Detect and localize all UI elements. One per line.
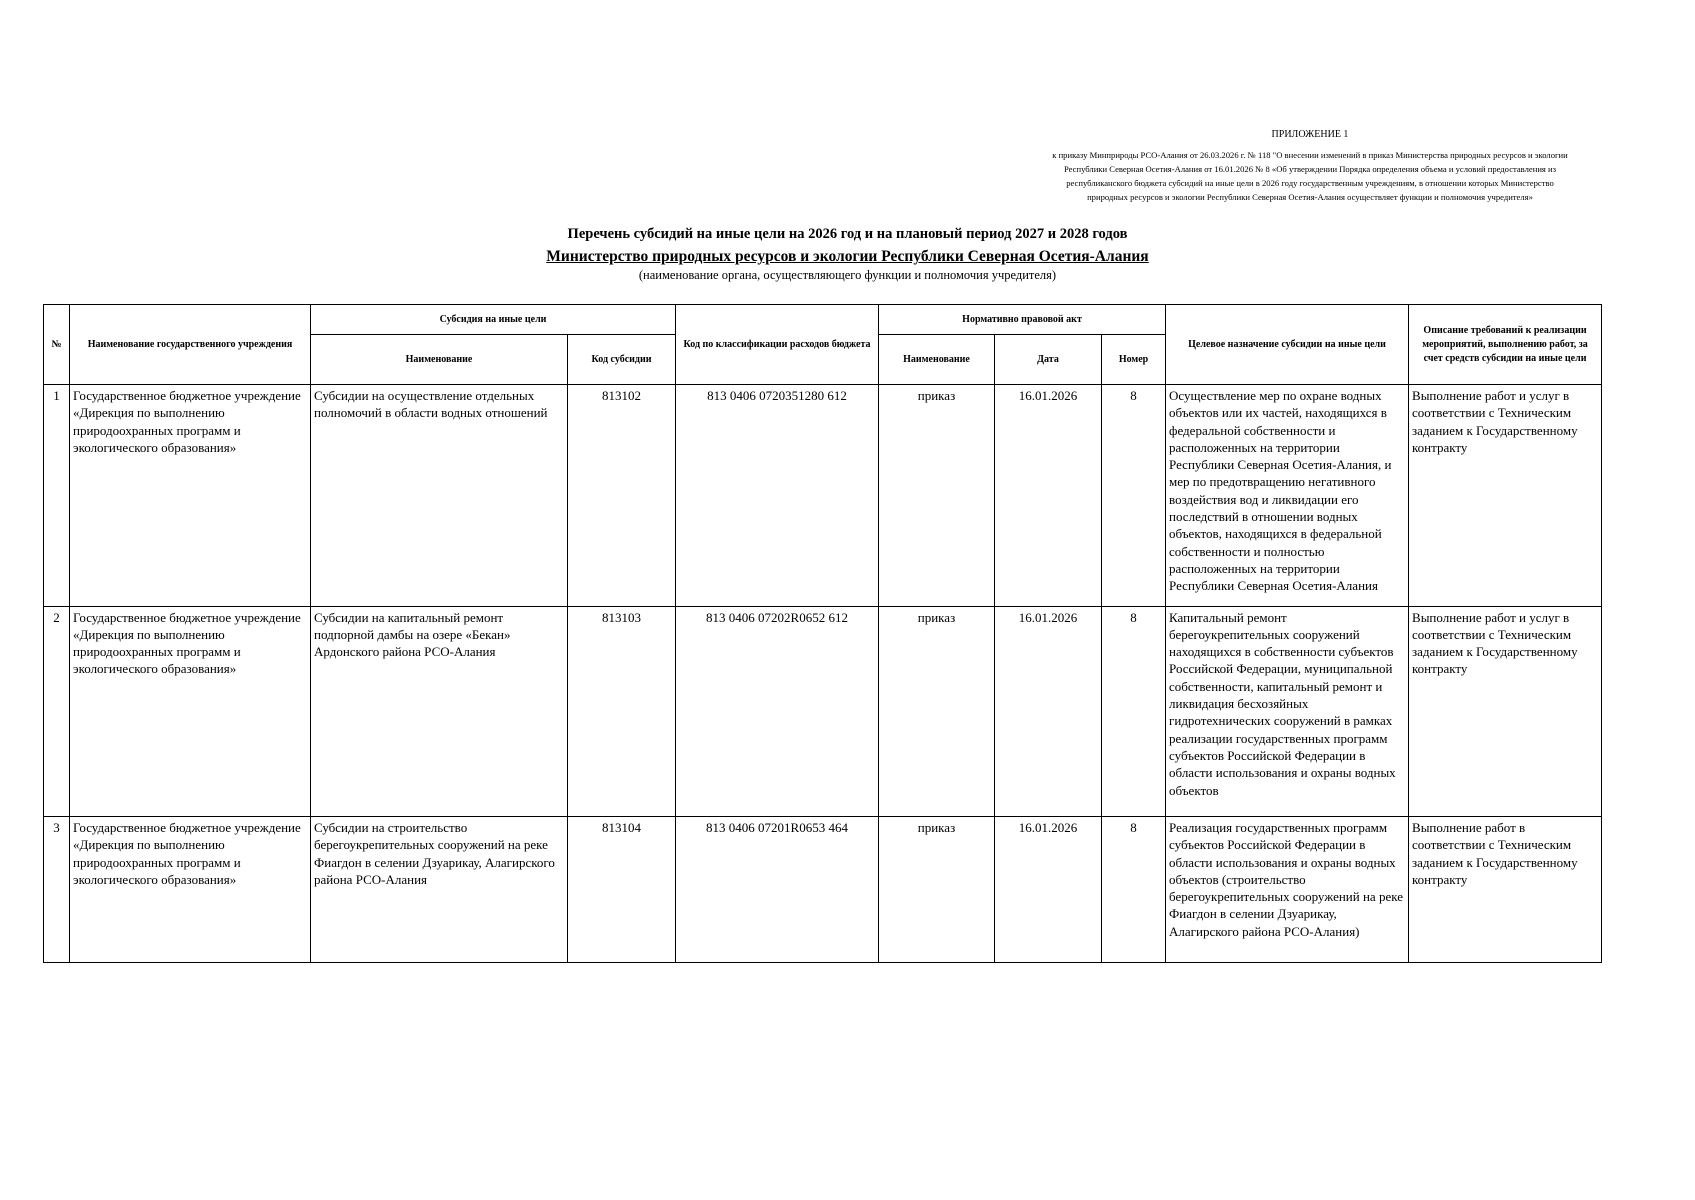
row-subsidy-code: 813102 — [568, 385, 676, 607]
header-act-number: Номер — [1102, 335, 1166, 385]
row-requirements: Выполнение работ и услуг в соответствии с Техническим заданием к Государственному контракту — [1409, 606, 1602, 816]
ministry-caption: (наименование органа, осуществляющего функции и полномочия учредителя) — [638, 268, 1057, 282]
table-row — [44, 816, 1602, 962]
row-subsidy-code: 813103 — [568, 606, 676, 816]
row-act-name: приказ — [879, 816, 995, 962]
row-purpose-cell — [1166, 385, 1409, 607]
row-institution: Государственное бюджетное учреждение «Дирекция по выполнению природоохранных программ и экологического образования» — [70, 606, 311, 816]
header-num: № — [44, 305, 70, 385]
appendix-line-3: республиканского бюджета субсидий на иные цели в 2026 году государственным учреждениям, в отношении которых Министерство — [1066, 178, 1554, 188]
header-requirements: Описание требований к реализации мероприятий, выполнению работ, за счет средств субсидии на иные цели — [1409, 305, 1602, 385]
row-purpose: Капитальный ремонт берегоукрепительных сооружений находящихся в собственности субъектов Российской Федерации, муниципальной собственности, капитальный ремонт и ликвидация бесхозяйных гидротехнических сооружений в рамках реализации государственных программ субъектов Российской Федерации в области использования и охраны водных объектов — [1166, 606, 1409, 816]
header-subsidy-group: Субсидия на иные цели — [311, 305, 676, 335]
header-act-name: Наименование — [879, 335, 995, 385]
row-subsidy-code: 813104 — [568, 816, 676, 962]
row-subsidy-name: Субсидии на капитальный ремонт подпорной дамбы на озере «Бекан» Ардонского района РСО-Алания — [311, 606, 568, 816]
row-subsidy-name: Субсидии на осуществление отдельных полномочий в области водных отношений — [311, 385, 568, 607]
header-act-date: Дата — [995, 335, 1102, 385]
table-row — [44, 606, 1602, 816]
row-act-name: приказ — [879, 385, 995, 607]
row-subsidy-name: Субсидии на строительство берегоукрепительных сооружений на реке Фиагдон в селении Дзуарикау, Алагирского района РСО-Алания — [311, 816, 568, 962]
header-subsidy-code: Код субсидии — [568, 335, 676, 385]
subsidies-table — [43, 304, 1602, 963]
row-budget-code: 813 0406 0720351280 612 — [676, 385, 879, 607]
row-act-name: приказ — [879, 606, 995, 816]
row-act-date: 16.01.2026 — [995, 606, 1102, 816]
row-act-number: 8 — [1102, 606, 1166, 816]
appendix-block — [960, 128, 1660, 204]
header-purpose: Целевое назначение субсидии на иные цели — [1166, 305, 1409, 385]
header-subsidy-name: Наименование — [311, 335, 568, 385]
row-num: 3 — [44, 816, 70, 962]
row-requirements: Выполнение работ в соответствии с Техническим заданием к Государственному контракту — [1409, 816, 1602, 962]
appendix-label: ПРИЛОЖЕНИЕ 1 — [1271, 129, 1349, 140]
row-act-number: 8 — [1102, 385, 1166, 607]
row-budget-code: 813 0406 07202R0652 612 — [676, 606, 879, 816]
appendix-line-4: природных ресурсов и экологии Республики Северная Осетия-Алания осуществляет функции и полномочия учредителя» — [1087, 192, 1533, 202]
header-institution: Наименование государственного учреждения — [70, 305, 311, 385]
table-row — [44, 385, 1602, 607]
header-budget-code: Код по классификации расходов бюджета — [676, 305, 879, 385]
appendix-line-1: к приказу Минприроды РСО-Алания от 26.03.2026 г. № 118 "О внесении изменений в приказ Министерства природных ресурсов и экологии — [1052, 150, 1568, 160]
row-budget-code: 813 0406 07201R0653 464 — [676, 816, 879, 962]
header-act-group: Нормативно правовой акт — [879, 305, 1166, 335]
row-purpose: Осуществление мер по охране водных объектов или их частей, находящихся в федеральной собственности и расположенных на территории Республики Северная Осетия-Алания, и мер по предотвращению негативного воздействия вод и ликвидации его последствий в отношении водных объектов, находящихся в федеральной собственности и полностью расположенных на территории Республики Северная Осетия-Алания — [1169, 388, 1392, 594]
row-requirements: Выполнение работ и услуг в соответствии с Техническим заданием к Государственному контракту — [1409, 385, 1602, 607]
row-num: 1 — [44, 385, 70, 607]
document-titles — [0, 226, 1695, 283]
row-num: 2 — [44, 606, 70, 816]
appendix-line-2: Республики Северная Осетия-Алания от 16.01.2026 № 8 «Об утверждении Порядка определения объема и условий предоставления из — [1063, 164, 1557, 174]
row-institution: Государственное бюджетное учреждение «Дирекция по выполнению природоохранных программ и экологического образования» — [70, 385, 311, 607]
document-title: Перечень субсидий на иные цели на 2026 год и на плановый период 2027 и 2028 годов — [567, 226, 1128, 242]
row-act-number: 8 — [1102, 816, 1166, 962]
row-act-date: 16.01.2026 — [995, 385, 1102, 607]
ministry-name: Министерство природных ресурсов и экологии Республики Северная Осетия-Алания — [546, 248, 1149, 265]
row-institution: Государственное бюджетное учреждение «Дирекция по выполнению природоохранных программ и экологического образования» — [70, 816, 311, 962]
row-purpose: Реализация государственных программ субъектов Российской Федерации в области использования и охраны водных объектов (строительство берегоукрепительных сооружений на реке Фиагдон в селении Дзуарикау, Алагирского района РСО-Алания) — [1166, 816, 1409, 962]
row-act-date: 16.01.2026 — [995, 816, 1102, 962]
